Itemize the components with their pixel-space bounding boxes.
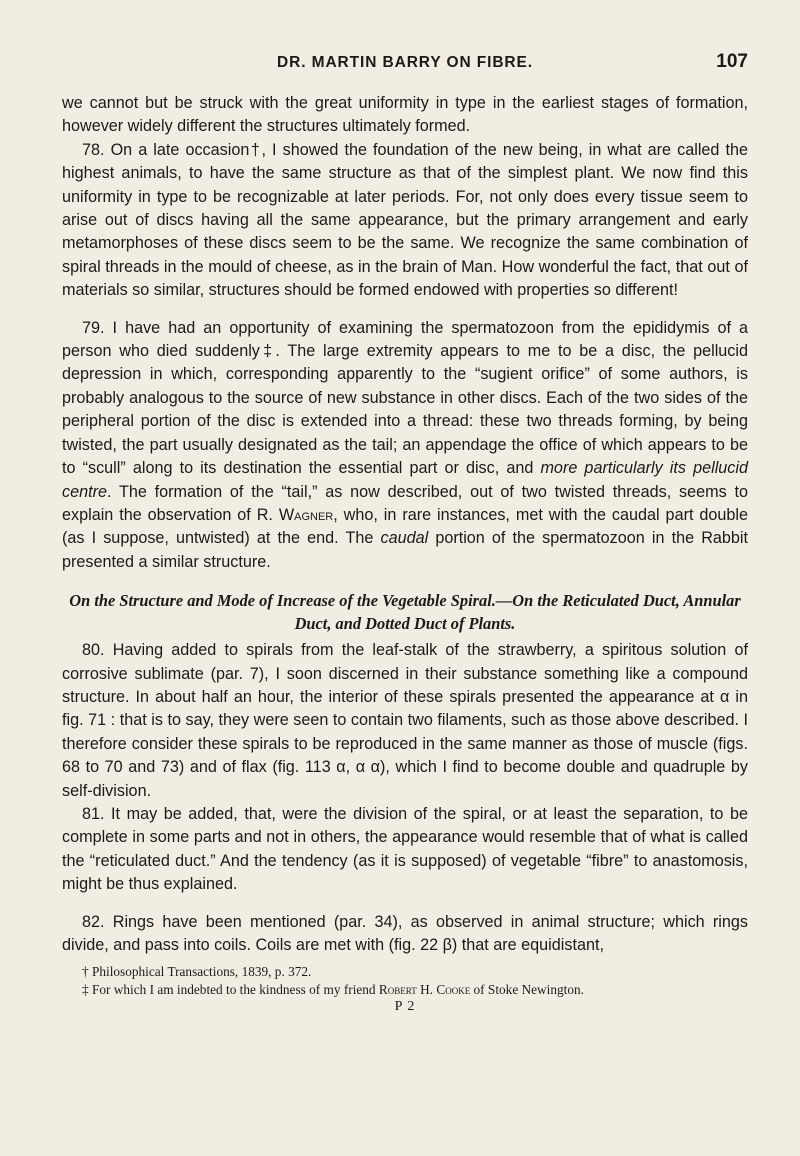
- footnotes: [62, 963, 748, 999]
- paragraph-82: 82. Rings have been mentioned (par. 34), as observed in animal structure; which rings divide, and pass into coils. Coils are met with (fig. 22 β) that are equidistant,: [62, 912, 748, 954]
- paragraph-81: 81. It may be added, that, were the division of the spiral, or at least the separation, to be complete in some parts and not in others, the appearance would resemble that of what is called the “reticulated duct.” And the tendency (as it is supposed) of vegetable “fibre” to anastomosis, might be thus explained.: [62, 804, 748, 894]
- footnote-2: [62, 981, 748, 999]
- p79-caudal: caudal: [380, 529, 429, 548]
- p79-text-c: . The formation of the “tail,” as now described, out of two twisted threads, seems to explain the observation of R.: [62, 482, 748, 524]
- p79-text-e: , who, in rare instances, met with the caudal part double (as I suppose, untwisted) at the end. The: [62, 505, 748, 548]
- footnote-2-place: of Stoke Newington.: [470, 982, 584, 998]
- footnote-1: † Philosophical Transactions, 1839, p. 372.: [82, 964, 312, 980]
- p79-emphasis: more particularly its pellucid centre: [62, 459, 748, 501]
- paragraph-78: 78. On a late occasion†, I showed the foundation of the new being, in what are called the highest animals, to have the same structure as that of the simplest plant. We now find this uniformity in type to be recognizable at later periods. For, not only does every tissue seem to arise out of discs having all the same appearance, but the primary arrangement and early metamorphoses of these discs seem to be the same. We recognize the same combination of spiral threads in the mould of cheese, as in the brain of Man. How wonderful the fact, that out of materials so similar, structures should be formed endowed with properties so different!: [62, 140, 748, 300]
- section-heading: On the Structure and Mode of Increase of the Vegetable Spiral.—On the Reticulated Duct, Annular Duct, and Dotted Duct of Plants.: [69, 591, 741, 634]
- paragraph-intro: we cannot but be struck with the great uniformity in type in the earliest stages of formation, however widely different the structures ultimately formed.: [62, 94, 748, 136]
- body-text: [62, 92, 748, 957]
- page-number: 107: [716, 51, 748, 72]
- page-header: [62, 51, 748, 84]
- book-page: [62, 0, 748, 1015]
- paragraph-80: 80. Having added to spirals from the leaf-stalk of the strawberry, a spiritous solution of corrosive sublimate (par. 7), I soon discerned in their substance something like a compound structure. In about half an hour, the interior of these spirals presented the appearance at α in fig. 71 : that is to say, they were seen to contain two filaments, such as those above described. I therefore consider these spirals to be reproduced in the same manner as those of muscle (figs. 68 to 70 and 73) and of flax (fig. 113 α, α α), which I find to become double and quadruple by self-division.: [62, 641, 748, 800]
- footnote-2-name: Robert H. Cooke: [378, 982, 471, 998]
- p79-text-g: portion of the spermatozoon in the Rabbit presented a similar structure.: [62, 529, 748, 571]
- footnote-2-text: ‡ For which I am indebted to the kindness of my friend: [82, 982, 379, 998]
- signature-mark: P 2: [394, 999, 416, 1015]
- paragraph-79: [62, 317, 748, 574]
- running-head: DR. MARTIN BARRY ON FIBRE.: [277, 54, 533, 71]
- author-wagner: Wagner: [278, 505, 334, 524]
- p79-text-a: 79. I have had an opportunity of examining the spermatozoon from the epididymis of a person who died suddenly‡. The large extremity appears to me to be a disc, the pellucid depression in which, corresponding apparently to the “sugient orifice” of some authors, is probably analogous to the source of new substance in other discs. Each of the two sides of the peripheral portion of the disc is extended into a thread: these two threads forming, by being twisted, the part usually designated as the tail; an appendage the office of which appears to be to “scull” along to its destination the essential part or disc, and: [62, 318, 748, 478]
